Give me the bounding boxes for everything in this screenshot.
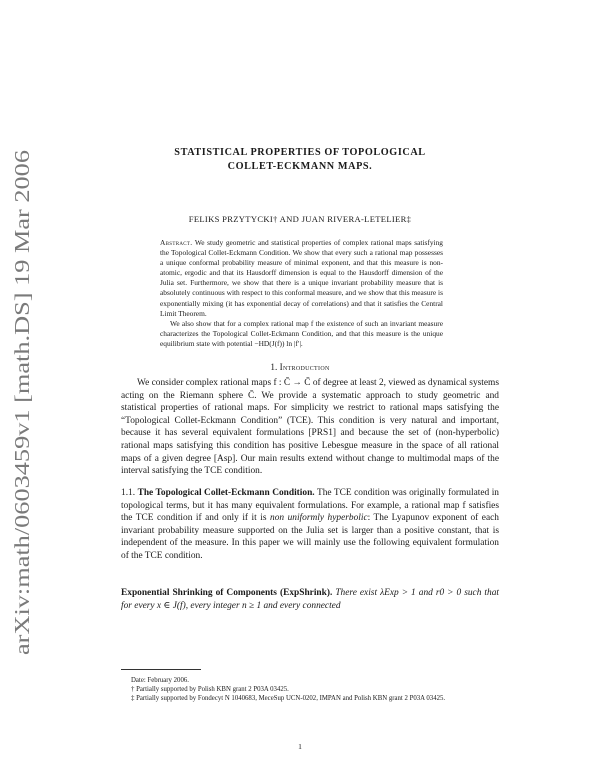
title-line-1: STATISTICAL PROPERTIES OF TOPOLOGICAL [174, 147, 426, 158]
subsection-text-a: The TCE condition was originally formulated in topological terms, but it has many equivalent formulations. For example, a rational map f satisfies the TCE condition if and only if it is [121, 488, 499, 524]
paper-title [120, 146, 480, 174]
abstract-label: Abstract. [160, 238, 193, 247]
footnotes [121, 676, 499, 704]
expshrink-block [121, 587, 499, 612]
page-number: 1 [298, 742, 302, 751]
expshrink-paragraph [121, 587, 499, 612]
section-number: 1. [270, 362, 278, 372]
abstract [160, 238, 443, 350]
footnote-1: † Partially supported by Polish KBN grant 2 P03A 03425. [131, 686, 289, 694]
abstract-paragraph-1 [160, 238, 443, 319]
expshrink-label: Exponential Shrinking of Components (ExpShrink). [121, 588, 333, 598]
section-heading [120, 362, 480, 372]
subsection-emphasis: non uniformly hyperbolic [270, 513, 368, 524]
footnote-date: Date: February 2006. [131, 677, 189, 684]
subsection-block [121, 487, 499, 563]
author-line: FELIKS PRZYTYCKI† AND JUAN RIVERA-LETELIER‡ [188, 214, 412, 224]
subsection-paragraph [121, 487, 499, 563]
subsection-text-b: : The Lyapunov exponent of each invariant probability measure supported on the Julia set is larger than a positive constant, that is independent of the measure. In this paper we will mainly use the following equivalent formulation of the TCE condition. [121, 513, 499, 561]
footnote-2: ‡ Partially supported by Fondecyt N 1040683, MeceSup UCN-0202, IMPAN and Polish KBN grant 2 P03A 03425. [131, 695, 446, 703]
abstract-text-1: We study geometric and statistical properties of complex rational maps satisfying the Topological Collet-Eckmann Condition. We show that every such a rational map possesses a unique conformal probability measure of minimal exponent, and that this measure is non-atomic, ergodic and that its Hausdorff dimension is equal to the Hausdorff dimension of the Julia set. Furthermore, we show that there is a unique invariant probability measure that is absolutely continuous with respect to this conformal measure, and we show that this measure is exponentially mixing (it has exponential decay of correlations) and that it satisfies the Central Limit Theorem. [160, 238, 444, 318]
section-title: Introduction [279, 362, 330, 372]
subsection-number: 1.1. [121, 488, 136, 498]
title-line-2: COLLET-ECKMANN MAPS. [227, 161, 373, 172]
intro-paragraph: We consider complex rational maps f : C̄ → C̄ of degree at least 2, viewed as dynamical systems acting on the Riemann sphere C̄. We provide a systematic approach to study geometric and statistical properties of rational maps. For simplicity we restrict to rational maps satisfying the “Topological Collet-Eckmann Condition” (TCE). This condition is very natural and important, because it has several equivalent formulations [PRS1] and because the set of (non-hyperbolic) rational maps satisfying this condition has positive Lebesgue measure in the space of all rational maps of a given degree [Asp]. Our main results extend without change to multimodal maps of the interval satisfying the TCE condition. [121, 378, 499, 477]
arxiv-stamp-text: arXiv:math/0603459v1 [math.DS] 19 Mar 2006 [10, 251, 34, 655]
expshrink-text: There exist λExp > 1 and r0 > 0 such that for every x ∈ J(f), every integer n ≥ 1 and every connected [121, 588, 499, 611]
subsection-title: The Topological Collet-Eckmann Condition. [137, 488, 315, 498]
abstract-paragraph-2: We also show that for a complex rational map f the existence of such an invariant measure characterizes the Topological Collet-Eckmann Condition, and that this measure is the unique equilibrium state with potential −HD(J(f)) ln |f′|. [160, 319, 443, 349]
intro-block [121, 377, 499, 478]
footnote-rule [121, 669, 201, 670]
